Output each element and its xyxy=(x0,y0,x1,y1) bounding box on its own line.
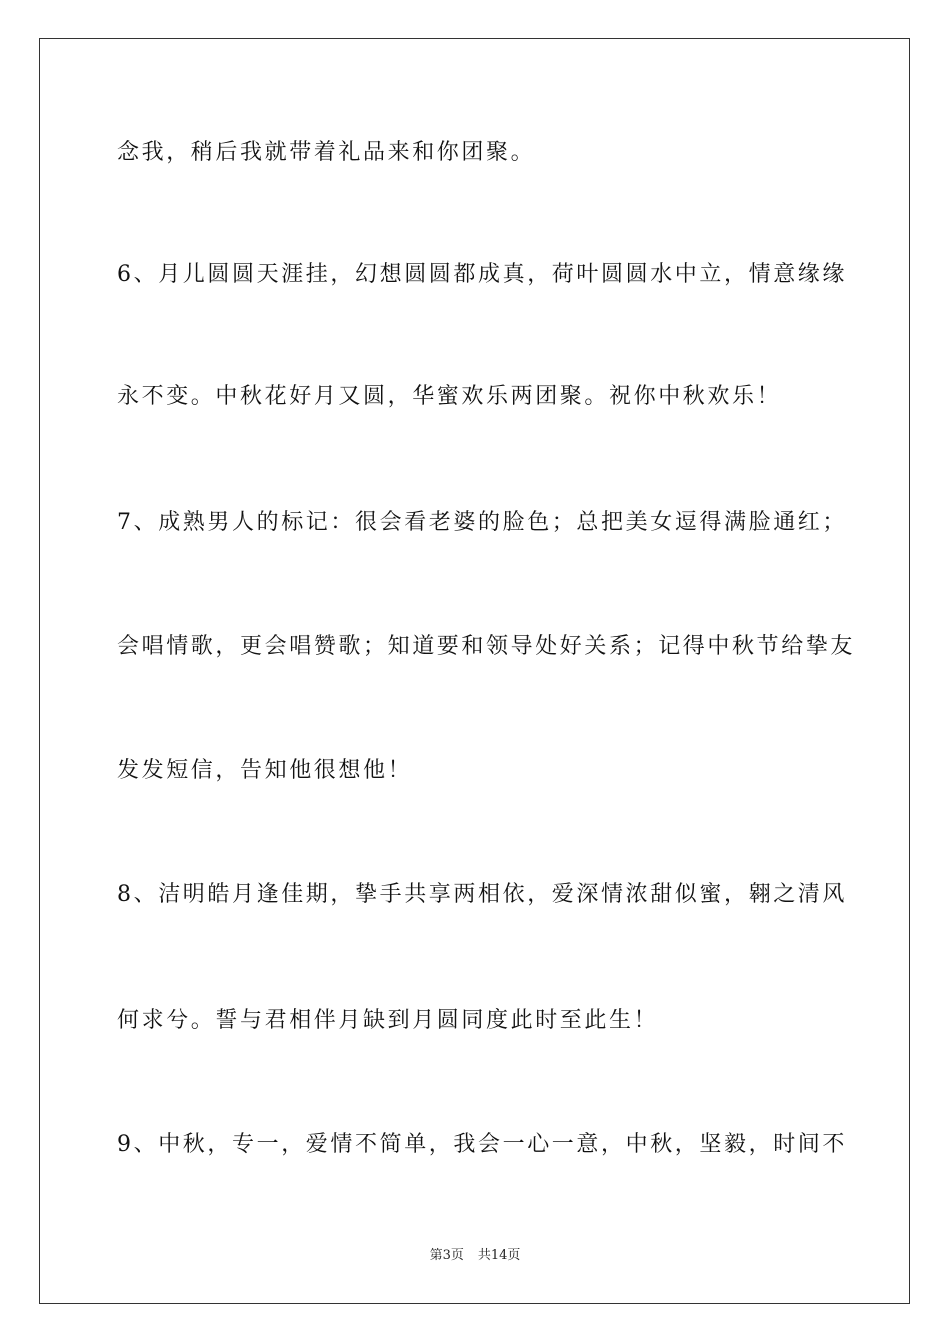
paragraph-line: 永不变。中秋花好月又圆，华蜜欢乐两团聚。祝你中秋欢乐！ xyxy=(117,384,782,409)
paragraph-line: 发发短信，告知他很想他！ xyxy=(117,758,413,783)
page-number: 第3页 xyxy=(429,1248,464,1263)
page-border xyxy=(39,38,910,1304)
page-footer xyxy=(0,1247,950,1265)
paragraph-line: 9、中秋，专一，爱情不简单，我会一心一意，中秋，坚毅，时间不 xyxy=(117,1132,847,1157)
paragraph-line: 何求兮。誓与君相伴月缺到月圆同度此时至此生！ xyxy=(117,1008,659,1033)
page-total: 共14页 xyxy=(477,1248,521,1263)
paragraph-line: 会唱情歌，更会唱赞歌；知道要和领导处好关系；记得中秋节给挚友 xyxy=(117,634,856,659)
paragraph-line: 6、月儿圆圆天涯挂，幻想圆圆都成真，荷叶圆圆水中立，情意缘缘 xyxy=(117,262,847,287)
paragraph-line: 8、洁明皓月逢佳期，挚手共享两相依，爱深情浓甜似蜜，翱之清风 xyxy=(117,882,847,907)
paragraph-line: 7、成熟男人的标记：很会看老婆的脸色；总把美女逗得满脸通红； xyxy=(117,510,847,535)
paragraph-line: 念我，稍后我就带着礼品来和你团聚。 xyxy=(117,140,536,165)
